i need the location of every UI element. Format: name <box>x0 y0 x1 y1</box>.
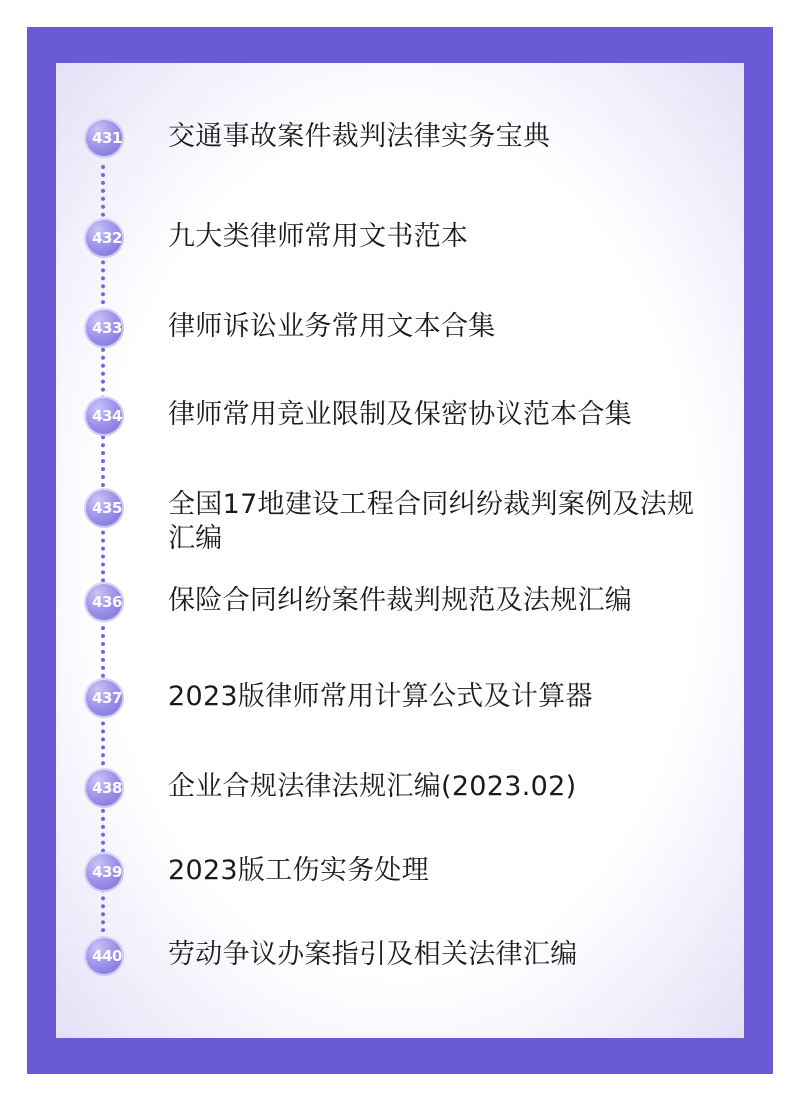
timeline-dotted-line <box>101 165 105 957</box>
number-badge: 434 <box>84 396 124 436</box>
number-badge: 436 <box>84 582 124 622</box>
item-title: 交通事故案件裁判法律实务宝典 <box>168 121 551 152</box>
item-title: 劳动争议办案指引及相关法律汇编 <box>168 939 578 970</box>
number-badge: 438 <box>84 768 124 808</box>
number-badge: 431 <box>84 118 124 158</box>
number-badge: 437 <box>84 678 124 718</box>
number-badge: 440 <box>84 936 124 976</box>
item-title: 律师常用竞业限制及保密协议范本合集 <box>168 399 633 430</box>
number-badge: 432 <box>84 218 124 258</box>
item-title: 保险合同纠纷案件裁判规范及法规汇编 <box>168 585 633 616</box>
item-title: 律师诉讼业务常用文本合集 <box>168 311 496 342</box>
item-title: 企业合规法律法规汇编(2023.02) <box>168 771 577 802</box>
item-title: 2023版律师常用计算公式及计算器 <box>168 681 593 712</box>
item-title: 2023版工伤实务处理 <box>168 855 430 886</box>
number-badge: 439 <box>84 852 124 892</box>
item-title: 全国17地建设工程合同纠纷裁判案例及法规汇编 <box>168 489 695 554</box>
number-badge: 435 <box>84 488 124 528</box>
number-badge: 433 <box>84 308 124 348</box>
item-title: 九大类律师常用文书范本 <box>168 221 469 252</box>
